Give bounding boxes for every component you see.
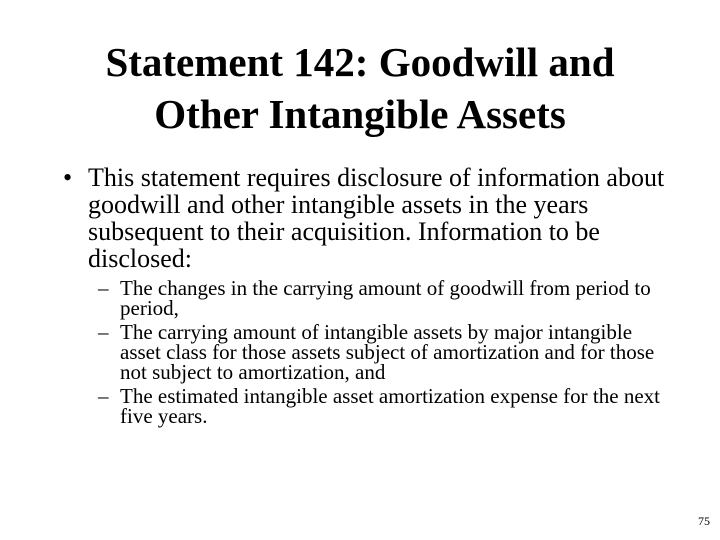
sub-bullet-text: The estimated intangible asset amortization expense for the next five years. <box>120 384 660 428</box>
main-bullet <box>63 163 688 273</box>
dash-icon: – <box>98 320 109 344</box>
sub-bullet-item <box>98 322 678 382</box>
sub-bullet-list <box>98 278 678 430</box>
slide-title-line-2: Other Intangible Assets <box>154 91 566 137</box>
dash-icon: – <box>98 276 109 300</box>
sub-bullet-item <box>98 386 678 426</box>
slide-title-line-1: Statement 142: Goodwill and <box>105 39 615 85</box>
main-bullet-text: This statement requires disclosure of information about goodwill and other intangible assets in the years subsequent to their acquisition. Information to be disclosed: <box>88 163 665 273</box>
bullet-dot-icon: • <box>63 163 73 192</box>
page-number: 75 <box>698 514 710 528</box>
sub-bullet-item <box>98 278 678 318</box>
slide-title <box>0 36 720 140</box>
dash-icon: – <box>98 384 109 408</box>
sub-bullet-text: The changes in the carrying amount of goodwill from period to period, <box>120 276 651 320</box>
sub-bullet-text: The carrying amount of intangible assets by major intangible asset class for those assets subject of amortization and for those not subject to amortization, and <box>120 320 655 384</box>
